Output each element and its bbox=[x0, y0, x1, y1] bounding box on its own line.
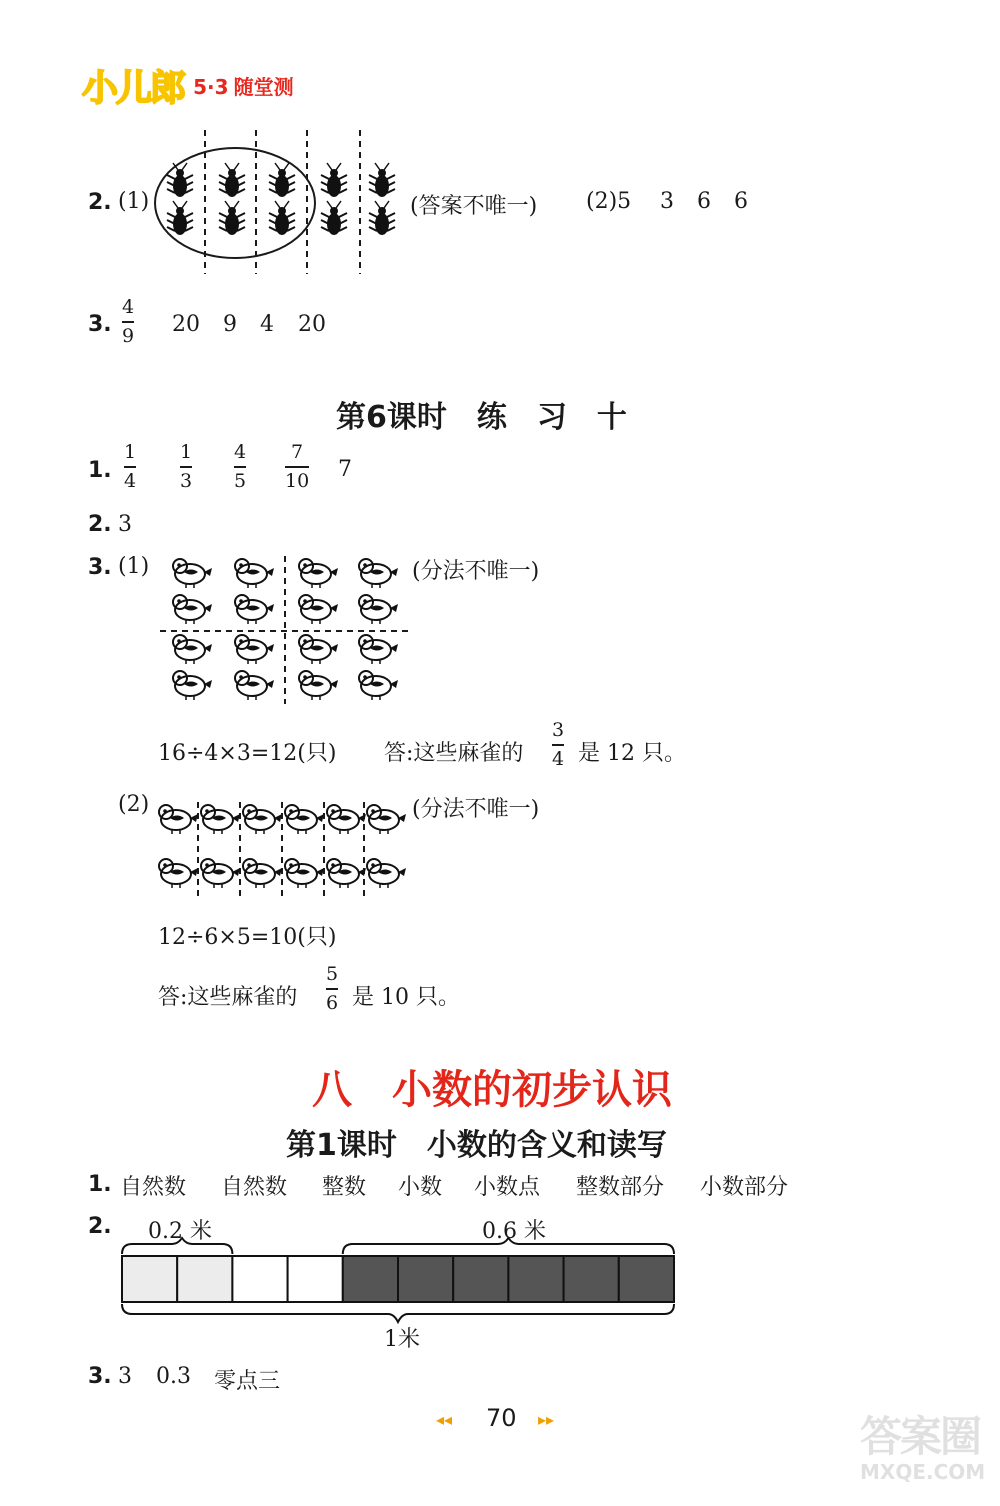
q2-prev-number: 2. bbox=[88, 190, 112, 215]
sparrow-icon bbox=[299, 595, 338, 624]
watermark bbox=[860, 1404, 985, 1484]
l6-q3-part1-note: (分法不唯一) bbox=[412, 559, 540, 584]
brand-suffix: 随堂测 bbox=[233, 75, 294, 99]
l6-q1-fraction bbox=[285, 443, 309, 491]
strip-segment bbox=[177, 1256, 232, 1302]
sparrow-icon bbox=[243, 805, 282, 834]
u8-q3-answer: 零点三 bbox=[214, 1369, 281, 1394]
l6-q1-extra: 7 bbox=[338, 457, 352, 482]
l6-q3-part2-fraction bbox=[326, 965, 338, 1013]
q2-prev-answer: 3 bbox=[660, 189, 674, 214]
fraction-numerator: 4 bbox=[122, 296, 135, 318]
q3-prev-answer: 20 bbox=[298, 312, 326, 337]
sparrow-icon bbox=[367, 859, 406, 888]
fraction-denominator: 10 bbox=[285, 469, 310, 492]
l6-q1-fraction bbox=[180, 443, 192, 491]
l6-q3-part2-answer-prefix: 答:这些麻雀的 bbox=[158, 985, 298, 1010]
watermark-url: MXQE.COM bbox=[860, 1460, 986, 1484]
strip-segment bbox=[564, 1256, 619, 1302]
sparrow-icon bbox=[159, 805, 198, 834]
strip-segment bbox=[288, 1256, 343, 1302]
q2-prev-part2: (2)5 bbox=[586, 189, 632, 214]
fraction-numerator: 1 bbox=[124, 441, 137, 463]
sparrow-icon bbox=[235, 595, 274, 624]
q3-prev-answer: 4 bbox=[260, 312, 274, 337]
l6-q3-part2-answer-suffix: 是 10 只。 bbox=[352, 985, 460, 1010]
sparrow-icon bbox=[299, 671, 338, 700]
l6-q3-part2-note: (分法不唯一) bbox=[412, 797, 540, 822]
bug-icon bbox=[219, 163, 245, 197]
q2-prev-answer: 6 bbox=[734, 189, 748, 214]
q2-prev-part1: (1) bbox=[118, 189, 150, 214]
q3-prev-number: 3. bbox=[88, 312, 112, 337]
u8-q1-answer: 自然数 bbox=[221, 1175, 288, 1200]
u8-q2-bottom-label: 1米 bbox=[384, 1327, 420, 1352]
brace-bottom bbox=[122, 1304, 674, 1322]
strip-segment bbox=[398, 1256, 453, 1302]
sparrow-grid-4x4 bbox=[158, 556, 418, 706]
l6-q3-part1-answer-suffix: 是 12 只。 bbox=[578, 741, 686, 766]
strip-segment bbox=[453, 1256, 508, 1302]
bug-icon bbox=[269, 163, 295, 197]
sparrow-icon bbox=[173, 595, 212, 624]
bug-icon bbox=[167, 201, 193, 235]
sparrow-icon bbox=[201, 805, 240, 834]
bug-diagram bbox=[150, 128, 410, 278]
u8-q3-number: 3. bbox=[88, 1364, 112, 1389]
fraction-denominator: 4 bbox=[124, 469, 137, 492]
strip-segment bbox=[232, 1256, 287, 1302]
unit8-title: 八 小数的初步认识 bbox=[312, 1067, 672, 1113]
u8-q1-answer: 小数点 bbox=[474, 1175, 541, 1200]
fraction-denominator: 9 bbox=[122, 324, 135, 347]
page-number: 70 bbox=[486, 1404, 517, 1432]
next-page-icon[interactable]: ▸▸ bbox=[538, 1410, 555, 1429]
sparrow-icon bbox=[201, 859, 240, 888]
brace-right bbox=[343, 1238, 674, 1254]
l6-q1-fraction bbox=[234, 443, 246, 491]
watermark-text: 答案圈 bbox=[860, 1412, 981, 1461]
bug-icon bbox=[321, 163, 347, 197]
brand-series: 5·3 bbox=[193, 75, 229, 99]
sparrow-grid-2x6 bbox=[156, 800, 416, 900]
fraction-numerator: 1 bbox=[180, 441, 193, 463]
u8-q2-right-label: 0.6 米 bbox=[482, 1219, 546, 1244]
u8-q1-answer: 整数 bbox=[322, 1175, 367, 1200]
sparrow-icon bbox=[235, 635, 274, 664]
sparrow-icon bbox=[173, 671, 212, 700]
sparrow-icon bbox=[367, 805, 406, 834]
u8-q1-number: 1. bbox=[88, 1172, 112, 1197]
q3-prev-answer: 20 bbox=[172, 312, 200, 337]
l6-q3-part1-fraction bbox=[552, 721, 564, 769]
u8-q3-answer: 3 bbox=[118, 1364, 132, 1389]
brace-left bbox=[122, 1238, 232, 1254]
fraction-numerator: 4 bbox=[234, 441, 247, 463]
l6-q2-number: 2. bbox=[88, 512, 112, 537]
l6-q3-part2-equation: 12÷6×5=10(只) bbox=[158, 925, 337, 950]
l6-q3-part1-equation: 16÷4×3=12(只) bbox=[158, 741, 337, 766]
l6-q1-fraction bbox=[124, 443, 136, 491]
sparrow-icon bbox=[359, 595, 398, 624]
u8-q1-answer: 自然数 bbox=[120, 1175, 187, 1200]
sparrow-icon bbox=[299, 559, 338, 588]
u8-q1-answer: 整数部分 bbox=[576, 1175, 665, 1200]
sparrow-icon bbox=[285, 859, 324, 888]
u8-q2-number: 2. bbox=[88, 1214, 112, 1239]
sparrow-icon bbox=[359, 671, 398, 700]
sparrow-icon bbox=[159, 859, 198, 888]
strip-segment bbox=[508, 1256, 563, 1302]
strip-segment bbox=[122, 1256, 177, 1302]
prev-page-icon[interactable]: ◂◂ bbox=[436, 1410, 453, 1429]
q2-prev-note: (答案不唯一) bbox=[410, 194, 538, 219]
sparrow-icon bbox=[235, 671, 274, 700]
fraction-denominator: 6 bbox=[326, 991, 339, 1014]
fraction-numerator: 3 bbox=[552, 719, 565, 741]
lesson6-title: 第6课时 练 习 十 bbox=[336, 400, 627, 435]
bug-icon bbox=[369, 163, 395, 197]
u8-q1-answer: 小数部分 bbox=[700, 1175, 789, 1200]
sparrow-icon bbox=[235, 559, 274, 588]
bug-icon bbox=[321, 201, 347, 235]
bug-icon bbox=[269, 201, 295, 235]
l6-q2-answer: 3 bbox=[118, 512, 132, 537]
unit8-lesson1-title: 第1课时 小数的含义和读写 bbox=[286, 1128, 667, 1163]
fraction-denominator: 5 bbox=[234, 469, 247, 492]
l6-q3-number: 3. bbox=[88, 555, 112, 580]
brand-logo-text: 小儿郎 bbox=[82, 68, 185, 109]
bug-icon bbox=[369, 201, 395, 235]
bug-icon bbox=[219, 201, 245, 235]
u8-q1-answer: 小数 bbox=[398, 1175, 443, 1200]
sparrow-icon bbox=[299, 635, 338, 664]
fraction-numerator: 7 bbox=[291, 441, 304, 463]
sparrow-icon bbox=[243, 859, 282, 888]
strip-segment bbox=[619, 1256, 674, 1302]
l6-q3-part1-label: (1) bbox=[118, 554, 150, 579]
q3-prev-fraction bbox=[122, 298, 134, 346]
sparrow-icon bbox=[359, 559, 398, 588]
fraction-numerator: 5 bbox=[326, 963, 339, 985]
l6-q3-part1-answer-prefix: 答:这些麻雀的 bbox=[384, 741, 524, 766]
sparrow-icon bbox=[359, 635, 398, 664]
strip-segment bbox=[343, 1256, 398, 1302]
sparrow-icon bbox=[173, 635, 212, 664]
sparrow-icon bbox=[327, 805, 366, 834]
brand-logo bbox=[82, 60, 294, 109]
fraction-denominator: 4 bbox=[552, 747, 565, 770]
u8-q2-left-label: 0.2 米 bbox=[148, 1219, 212, 1244]
l6-q1-number: 1. bbox=[88, 458, 112, 483]
bug-icon bbox=[167, 163, 193, 197]
sparrow-icon bbox=[285, 805, 324, 834]
sparrow-icon bbox=[327, 859, 366, 888]
sparrow-icon bbox=[173, 559, 212, 588]
q3-prev-answer: 9 bbox=[223, 312, 237, 337]
u8-q3-answer: 0.3 bbox=[156, 1364, 191, 1389]
fraction-denominator: 3 bbox=[180, 469, 193, 492]
l6-q3-part2-label: (2) bbox=[118, 792, 150, 817]
q2-prev-answer: 6 bbox=[697, 189, 711, 214]
